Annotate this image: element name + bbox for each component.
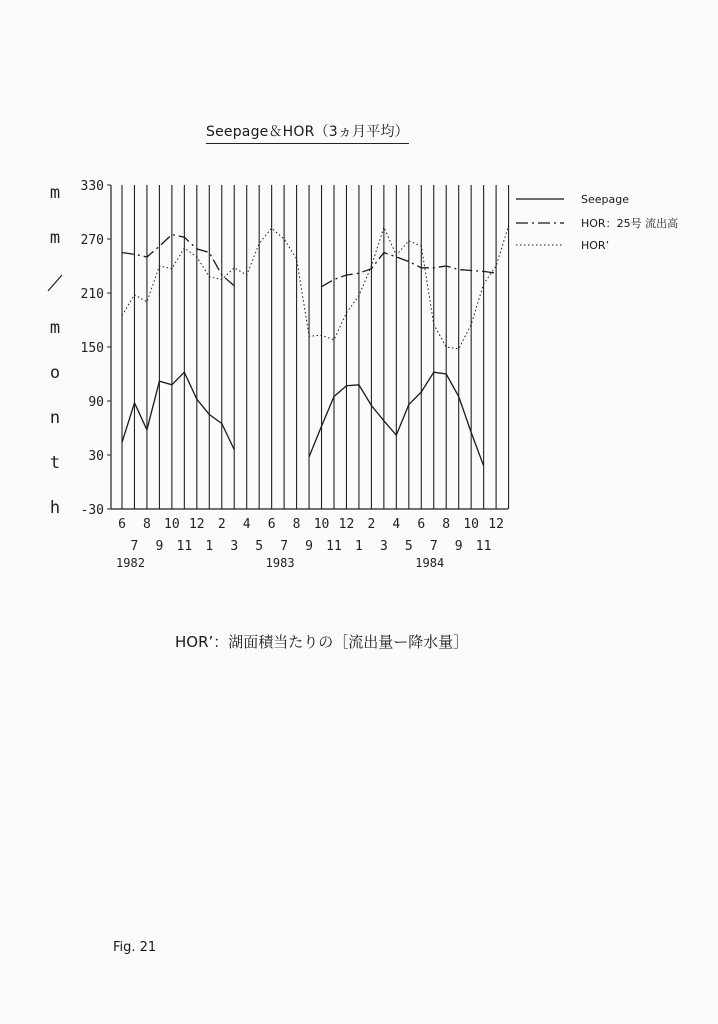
x-tick-label-bottom: 11 bbox=[326, 539, 342, 554]
y-tick-label: 90 bbox=[88, 395, 104, 410]
y-axis-label-char: n bbox=[49, 408, 61, 428]
x-tick-label-top: 12 bbox=[338, 517, 355, 532]
y-axis-label-char: m bbox=[49, 228, 61, 248]
x-tick-label-top: 2 bbox=[367, 517, 376, 532]
x-tick-label-bottom: 5 bbox=[255, 539, 264, 554]
x-tick-label-bottom: 5 bbox=[404, 539, 413, 554]
y-axis-label-char: o bbox=[49, 363, 61, 383]
x-tick-label-top: 6 bbox=[267, 517, 276, 532]
x-tick-label-top: 4 bbox=[392, 517, 401, 532]
x-tick-label-top: 8 bbox=[442, 517, 451, 532]
x-year-label: 1983 bbox=[265, 556, 295, 570]
x-tick-label-top: 2 bbox=[217, 517, 226, 532]
series-line-dotted bbox=[122, 226, 509, 349]
legend-label: HOR：25号 流出高 bbox=[581, 217, 679, 230]
x-tick-label-bottom: 7 bbox=[429, 539, 438, 554]
y-axis-label-slash bbox=[48, 275, 62, 291]
x-tick-label-bottom: 11 bbox=[475, 539, 492, 554]
y-axis-label-char: t bbox=[49, 453, 61, 473]
x-tick-label-bottom: 11 bbox=[176, 539, 193, 554]
y-tick-label: 270 bbox=[80, 233, 104, 248]
y-axis-label-char: m bbox=[49, 318, 61, 338]
x-tick-label-top: 8 bbox=[292, 517, 301, 532]
x-tick-label-bottom: 1 bbox=[205, 539, 214, 554]
legend-label: Seepage bbox=[581, 193, 629, 206]
x-tick-label-top: 10 bbox=[463, 517, 479, 532]
x-tick-label-bottom: 7 bbox=[280, 539, 289, 554]
y-tick-label: 150 bbox=[80, 341, 104, 356]
x-tick-label-top: 6 bbox=[118, 517, 126, 532]
x-tick-label-bottom: 9 bbox=[155, 539, 164, 554]
x-tick-label-bottom: 7 bbox=[130, 539, 139, 554]
x-tick-label-top: 6 bbox=[417, 517, 426, 532]
y-tick-label: 30 bbox=[88, 449, 104, 464]
x-tick-label-top: 4 bbox=[242, 517, 251, 532]
y-tick-label: 210 bbox=[80, 287, 104, 302]
x-tick-label-bottom: 3 bbox=[230, 539, 239, 554]
x-year-label: 1984 bbox=[415, 556, 445, 570]
chart-title: Seepage＆HOR（3ヵ月平均） bbox=[206, 121, 409, 144]
x-tick-label-top: 12 bbox=[188, 517, 205, 532]
figure-label: Fig. 21 bbox=[113, 940, 157, 955]
x-tick-label-top: 10 bbox=[313, 517, 330, 532]
x-tick-label-bottom: 1 bbox=[355, 539, 363, 554]
x-tick-label-bottom: 9 bbox=[305, 539, 313, 554]
x-year-label: 1982 bbox=[116, 556, 145, 570]
series-line-solid bbox=[122, 372, 234, 449]
y-tick-label: -30 bbox=[80, 503, 104, 518]
x-tick-label-bottom: 3 bbox=[379, 539, 388, 554]
legend-label: HOR’ bbox=[581, 239, 610, 252]
x-tick-label-top: 8 bbox=[143, 517, 151, 532]
x-tick-label-bottom: 9 bbox=[454, 539, 463, 554]
y-tick-label: 330 bbox=[80, 179, 104, 194]
hor-prime-definition-note: HOR’：湖面積当たりの［流出量ー降水量］ bbox=[175, 633, 469, 651]
y-axis-label-char: h bbox=[49, 498, 61, 518]
x-tick-label-top: 10 bbox=[164, 517, 180, 532]
x-tick-label-top: 12 bbox=[488, 517, 504, 532]
y-axis-label-char: m bbox=[49, 183, 61, 203]
